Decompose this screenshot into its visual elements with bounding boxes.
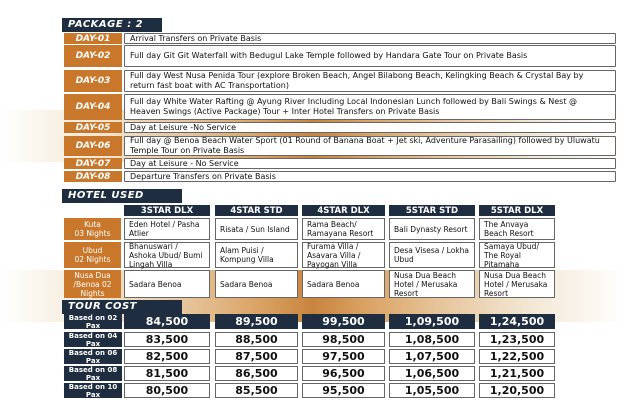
day-label: DAY-08 [64, 171, 122, 182]
hotel-category-header: 4STAR DLX [302, 205, 385, 216]
day-label: DAY-06 [64, 136, 122, 156]
price-cell: 86,500 [215, 366, 298, 381]
day-label: DAY-03 [64, 70, 122, 92]
price-cell: 1,07,500 [389, 349, 475, 364]
hotel-city-label: Ubud 02 Nights [64, 242, 121, 268]
day-description: Departure Transfers on Private Basis [124, 171, 616, 182]
hotel-cell: Sadara Benoa [215, 270, 298, 298]
price-cell: 83,500 [124, 332, 210, 347]
price-cell: 1,05,500 [389, 383, 475, 398]
price-cell: 98,500 [302, 332, 385, 347]
day-row [64, 158, 616, 169]
day-row [64, 33, 616, 44]
day-label: DAY-02 [64, 45, 122, 67]
price-cell: 99,500 [302, 314, 385, 329]
price-cell: 1,09,500 [389, 314, 475, 329]
hotel-category-header: 5STAR DLX [479, 205, 555, 216]
price-cell: 85,500 [215, 383, 298, 398]
hotel-cell: Alam Puisi / Kompung Villa [215, 242, 298, 268]
day-description: Full day White Water Rafting @ Ayung River Including Local Indonesian Lunch followed by Bali Swings & Nest @ Heaven Swings (Active Package) Tour + Inter Hotel Transfers on Private Basis [124, 94, 616, 120]
day-row [64, 122, 616, 133]
hotel-cell: Risata / Sun Island [215, 218, 298, 240]
price-cell: 81,500 [124, 366, 210, 381]
day-description: Day at Leisure -No Service [124, 122, 616, 133]
pax-label: Based on 06 Pax [64, 349, 122, 364]
day-row [64, 70, 616, 92]
hotel-cell: Samaya Ubud/ The Royal Pitamaha [479, 242, 555, 268]
price-cell: 82,500 [124, 349, 210, 364]
price-cell: 1,20,500 [479, 383, 555, 398]
day-row [64, 136, 616, 156]
hotel-cell: Rama Beach/ Ramayana Resort [302, 218, 385, 240]
hotel-cell: Sadara Benoa [302, 270, 385, 298]
price-cell: 88,500 [215, 332, 298, 347]
hotel-cell: Desa Visesa / Lokha Ubud [389, 242, 475, 268]
hotel-category-header: 3STAR DLX [124, 205, 210, 216]
price-cell: 1,21,500 [479, 366, 555, 381]
hotel-cell: Eden Hotel / Pasha Atlier [124, 218, 210, 240]
price-cell: 84,500 [124, 314, 210, 329]
pax-label: Based on 04 Pax [64, 332, 122, 347]
day-label: DAY-01 [64, 33, 122, 44]
day-row [64, 94, 616, 120]
hotel-city-label: Nusa Dua /Benoa 02 Nights [64, 270, 121, 298]
hotel-cell: Nusa Dua Beach Hotel / Merusaka Resort [389, 270, 475, 298]
package-title: PACKAGE : 2 [62, 18, 162, 32]
price-cell: 96,500 [302, 366, 385, 381]
day-label: DAY-07 [64, 158, 122, 169]
hotel-category-header: 4STAR STD [215, 205, 298, 216]
day-row [64, 171, 616, 182]
price-cell: 1,24,500 [479, 314, 555, 329]
day-description: Full day Git Git Waterfall with Bedugul Lake Temple followed by Handara Gate Tour on Private Basis [124, 45, 616, 67]
hotel-city-label: Kuta 03 Nights [64, 218, 121, 240]
day-label: DAY-04 [64, 94, 122, 120]
day-description: Full day West Nusa Penida Tour (explore Broken Beach, Angel Bilabong Beach, Kelingking Beach & Crystal Bay by return fast boat with AC Transportation) [124, 70, 616, 92]
price-cell: 89,500 [215, 314, 298, 329]
pax-label: Based on 08 Pax [64, 366, 122, 381]
day-row [64, 45, 616, 67]
hotel-cell: Nusa Dua Beach Hotel / Merusaka Resort [479, 270, 555, 298]
hotel-title: HOTEL USED [62, 189, 182, 203]
hotel-cell: Furama Villa / Asavara Villa / Payogan Villa [302, 242, 385, 268]
hotel-cell: Sadara Benoa [124, 270, 210, 298]
day-description: Full day @ Benoa Beach Water Sport (01 Round of Banana Boat + Jet ski, Adventure Parasailing) followed by Uluwatu Temple Tour on Private Basis [124, 136, 616, 156]
day-description: Arrival Transfers on Private Basis [124, 33, 616, 44]
price-cell: 1,22,500 [479, 349, 555, 364]
price-cell: 80,500 [124, 383, 210, 398]
hotel-cell: The Anvaya Beach Resort [479, 218, 555, 240]
pax-label: Based on 02 Pax [64, 314, 122, 329]
price-cell: 1,06,500 [389, 366, 475, 381]
price-cell: 1,08,500 [389, 332, 475, 347]
price-cell: 95,500 [302, 383, 385, 398]
price-cell: 1,23,500 [479, 332, 555, 347]
pax-label: Based on 10 Pax [64, 383, 122, 398]
day-label: DAY-05 [64, 122, 122, 133]
cost-title: TOUR COST [62, 300, 182, 314]
hotel-cell: Bhanuswari / Ashoka Ubud/ Bumi Lingah Villa [124, 242, 210, 268]
price-cell: 97,500 [302, 349, 385, 364]
hotel-cell: Bali Dynasty Resort [389, 218, 475, 240]
hotel-category-header: 5STAR STD [389, 205, 475, 216]
price-cell: 87,500 [215, 349, 298, 364]
day-description: Day at Leisure - No Service [124, 158, 616, 169]
